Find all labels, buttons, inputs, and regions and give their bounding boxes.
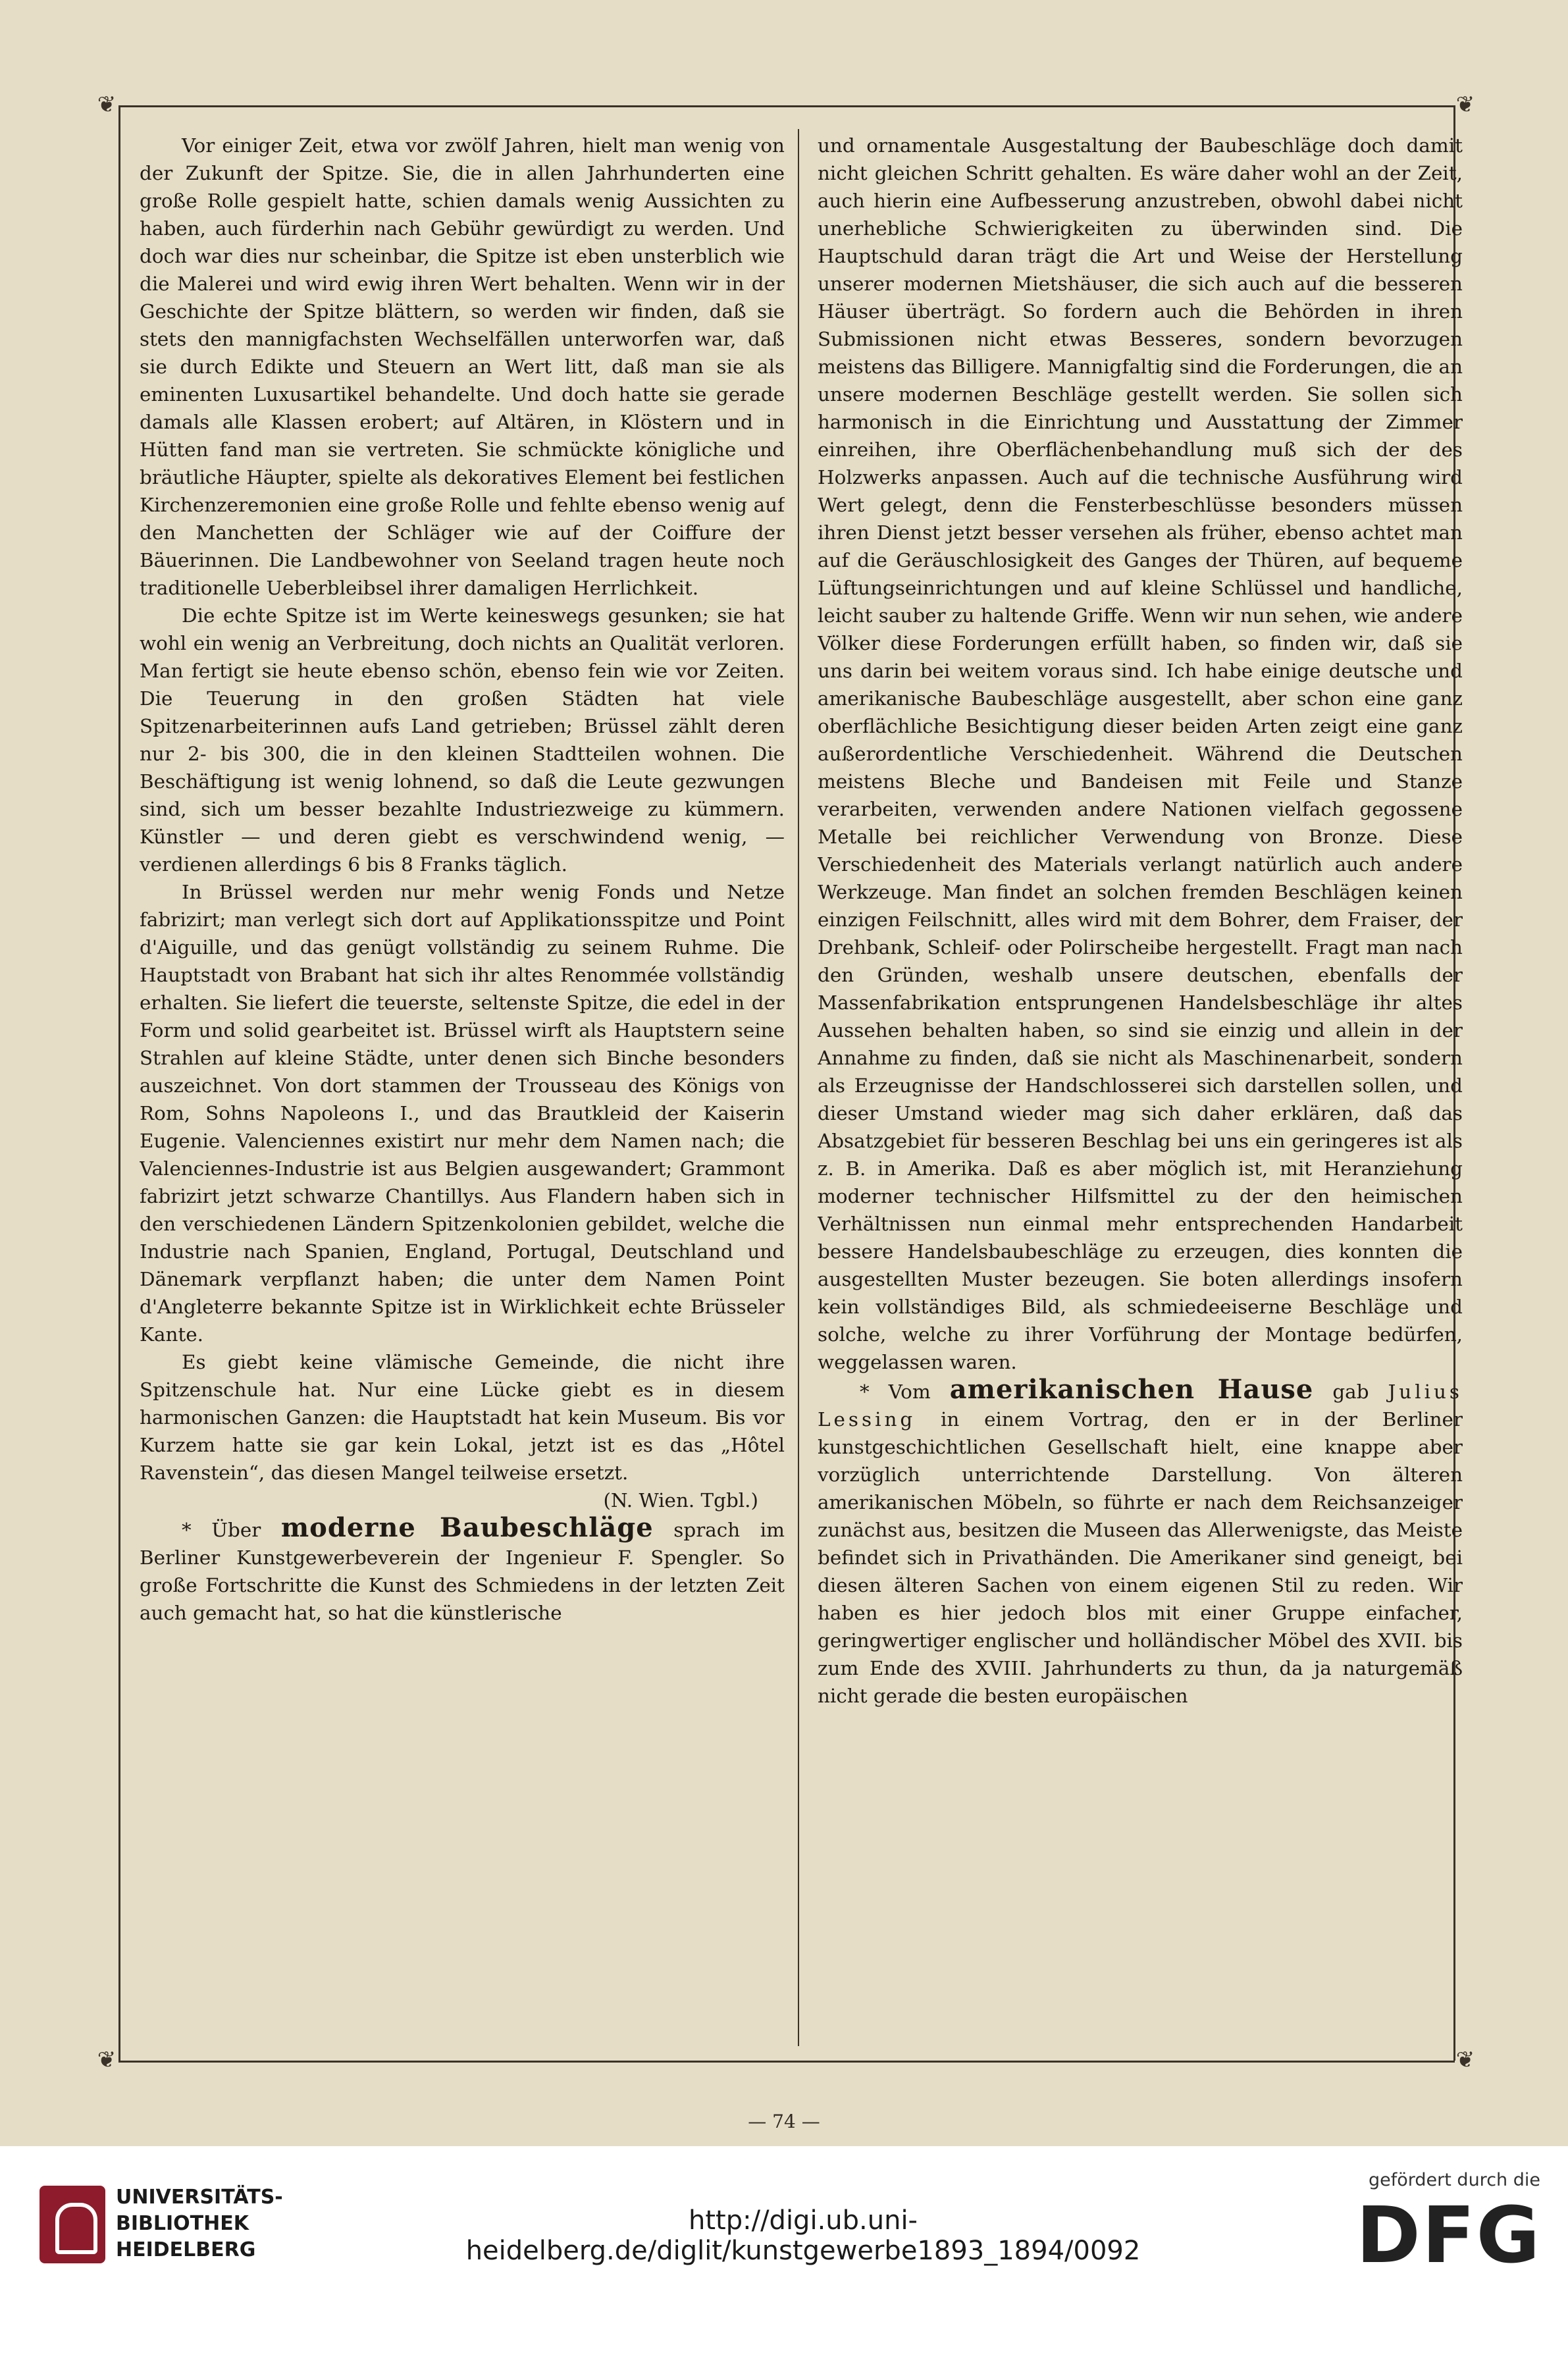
library-logo[interactable] [39,2182,316,2274]
ornament-corner-icon: ❦ [1455,2047,1475,2073]
logo-line: BIBLIOTHEK [116,2212,249,2235]
funded-by-text: gefördert durch die [1369,2170,1540,2190]
right-column [818,132,1463,2041]
library-logo-text [116,2184,313,2263]
frame-top-rule [118,105,1455,107]
article-title: amerikanischen Hause [949,1374,1314,1405]
paragraph: Die echte Spitze ist im Werte keineswegs gesunken; sie hat wohl ein wenig an Verbreitung, doch nichts an Qualität verloren. Man fertigt sie heute ebenso schön, ebenso fein wie vor Zeiten. Die Teuerung in den großen Städten hat viele Spitzenarbeiterinnen aufs Land getrieben; Brüssel zählt deren nur 2- bis 300, die in den kleinen Stadtteilen wohnen. Die Beschäftigung ist wenig lohnend, so daß die Leute gezwungen sind, sich um besser bezahlte Industriezweige zu kümmern. Künstler — und deren giebt es verschwindend wenig, — verdienen allerdings 6 bis 8 Franks täglich. [140,604,785,876]
left-column [140,132,785,2041]
article-title: moderne Baubeschläge [280,1512,654,1543]
paragraph [818,1376,1463,1710]
article-lead: * Über [182,1519,261,1541]
logo-line: HEIDELBERG [116,2238,256,2261]
paragraph: und ornamentale Ausgestaltung der Baubeschläge doch damit nicht gleichen Schritt gehalten. Es wäre daher wohl an der Zeit, auch hierin eine Aufbesserung anzustreben, obwohl dabei nicht unerhebliche Schwierigkeiten zu überwinden sind. Die Hauptschuld daran trägt die Art und Weise der Herstellung unserer modernen Mietshäuser, die sich auch auf die besseren Häuser überträgt. So fordern auch die Behörden in ihren Submissionen nicht etwas Besseres, sondern bevorzugen meistens das Billigere. Mannigfaltig sind die Forderungen, die an unsere modernen Beschläge gestellt werden. Sie sollen sich harmonisch in die Einrichtung und Ausstattung der Zimmer einreihen, ihre Oberflächenbehandlung muß sich der des Holzwerks anpassen. Auch auf die technische Ausführung wird Wert gelegt, denn die Fensterbeschlüsse besonders müssen ihren Dienst jetzt besser versehen als früher, ebenso achtet man auf die Geräuschlosigkeit des Ganges der Thüren, auf bequeme Lüftungseinrichtungen und auf kleine Schlüssel und handliche, leicht sauber zu haltende Griffe. Wenn wir nun sehen, wie andere Völker diese Forderungen erfüllt haben, so finden wir, daß sie uns darin bei weitem voraus sind. Ich habe einige deutsche und amerikanische Baubeschläge ausgestellt, aber schon eine ganz oberflächliche Besichtigung dieser beiden Arten zeigt eine ganz außerordentliche Verschiedenheit. Während die Deutschen meistens Bleche und Bandeisen mit Feile und Stanze verarbeiten, verwenden andere Nationen vielfach gegossene Metalle bei reichlicher Verwendung von Bronze. Diese Verschiedenheit des Materials verlangt natürlich auch andere Werkzeuge. Man findet an solchen fremden Beschlägen keinen einzigen Feilschnitt, alles wird mit dem Bohrer, dem Fraiser, der Drehbank, Schleif- oder Polirscheibe hergestellt. Fragt man nach den Gründen, weshalb unsere deutschen, ebenfalls der Massenfabrikation entsprungenen Handelsbeschläge ihr altes Aussehen behalten haben, so sind sie einzig und allein in der Annahme zu finden, daß sie nicht als Maschinenarbeit, sondern als Erzeugnisse der Handschlosserei sich darstellen sollen, und dieser Umstand wieder mag sich daher erklären, daß das Absatzgebiet für besseren Beschlag bei uns ein geringeres ist als z. B. in Amerika. Daß es aber möglich ist, mit Heranziehung moderner technischer Hilfsmittel zu der den heimischen Verhältnissen nun einmal mehr entsprechenden Handarbeit bessere Handelsbaubeschläge zu erzeugen, dies konnten die ausgestellten Muster bezeugen. Sie boten allerdings insofern kein vollständiges Bild, als schmiedeeiserne Beschläge und solche, welche zu ihrer Vorführung der Montage bedürfen, weggelassen waren. [818,134,1463,1373]
dfg-logo[interactable]: DFG [1356,2190,1542,2280]
logo-line: UNIVERSITÄTS- [116,2186,283,2209]
article-text: sprach im Berliner Kunstgewerbeverein der Ingenieur F. Spengler. So große Fortschritte die Kunst des Schmiedens in der letzten Zeit auch gemacht hat, so hat die künstlerische [140,1519,785,1624]
frame-left-rule [118,105,120,2061]
author-name: Julius Lessing [818,1381,1463,1431]
permalink-url[interactable]: http://digi.ub.uni-heidelberg.de/diglit/kunstgewerbe1893_1894/0092 [465,2205,1141,2266]
article-lead: * Vom [860,1381,931,1403]
page-number: — 74 — [748,2111,820,2132]
column-divider [798,129,799,2046]
ornament-corner-icon: ❦ [97,2047,117,2073]
paragraph: Vor einiger Zeit, etwa vor zwölf Jahren, hielt man wenig von der Zukunft der Spitze. Sie, die in allen Jahrhunderten eine große Rolle gespielt hatte, schien damals wenig Aussichten zu haben, auch fürderhin nach Gebühr gewürdigt zu werden. Und doch war dies nur scheinbar, die Spitze ist eben unsterblich wie die Malerei und wird ewig ihren Wert behalten. Wenn wir in der Geschichte der Spitze blättern, so werden wir finden, daß sie stets den mannigfachsten Wechselfällen unterworfen war, daß sie durch Edikte und Steuern an Wert litt, daß man sie als eminenten Luxusartikel behandelte. Und doch hatte sie gerade damals alle Klassen erobert; auf Altären, in Klöstern und in Hütten fand man sie vertreten. Sie schmückte königliche und bräutliche Häupter, spielte als dekoratives Element bei festlichen Kirchenzeremonien eine große Rolle und fehlte ebenso wenig auf den Manchetten der Schläger wie auf der Coiffure der Bäuerinnen. Die Landbewohner von Seeland tragen heute noch traditionelle Ueberbleibsel ihrer damaligen Herrlichkeit. [140,134,785,599]
library-seal-icon [39,2186,105,2263]
paragraph: In Brüssel werden nur mehr wenig Fonds und Netze fabrizirt; man verlegt sich dort auf Applikationsspitze und Point d'Aiguille, und das genügt vollständig zu seinem Ruhme. Die Hauptstadt von Brabant hat sich ihr altes Renommée vollständig erhalten. Sie liefert die teuerste, seltenste Spitze, die edel in der Form und solid gearbeitet ist. Brüssel wirft als Hauptstern seine Strahlen auf kleine Städte, unter denen sich Binche besonders auszeichnet. Von dort stammen der Trousseau des Königs von Rom, Sohns Napoleons I., und das Brautkleid der Kaiserin Eugenie. Valenciennes existirt nur mehr dem Namen nach; die Valenciennes-Industrie ist aus Belgien ausgewandert; Grammont fabrizirt jetzt schwarze Chantillys. Aus Flandern haben sich in den verschiedenen Ländern Spitzenkolonien gebildet, welche die Industrie nach Spanien, England, Portugal, Deutschland und Dänemark verpflanzt haben; die unter dem Namen Point d'Angleterre bekannte Spitze ist in Wirklichkeit echte Brüsseler Kante. [140,881,785,1346]
paragraph: Es giebt keine vlämische Gemeinde, die nicht ihre Spitzenschule hat. Nur eine Lücke giebt es in diesem harmonischen Ganzen: die Hauptstadt hat kein Museum. Bis vor Kurzem hatte sie gar kein Lokal, jetzt ist es das „Hôtel Ravenstein“, das diesen Mangel teilweise ersetzt. [140,1351,785,1484]
paragraph [140,1514,785,1627]
source-citation: (N. Wien. Tgbl.) [603,1489,758,1512]
ornament-corner-icon: ❦ [1455,92,1475,118]
article-text: in einem Vortrag, den er in der Berliner kunstgeschichtlichen Gesellschaft hielt, eine knappe aber vorzüglich unterrichtende Darstellung. Von älteren amerikanischen Möbeln, so führte er nach dem Reichsanzeiger zunächst aus, besitzen die Museen das Allerwenigste, das Meiste befindet sich in Privathänden. Die Amerikaner sind geneigt, bei diesen älteren Sachen von einem eigenen Stil zu reden. Wir haben es hier jedoch blos mit einer Gruppe einfacher, geringwertiger englischer und holländischer Möbel des XVII. bis zum Ende des XVIII. Jahrhunderts zu thun, da ja naturgemäß nicht gerade die besten europäischen [818,1408,1463,1707]
frame-bottom-rule [118,2061,1455,2063]
ornament-corner-icon: ❦ [97,92,117,118]
article-text: gab [1332,1381,1369,1403]
